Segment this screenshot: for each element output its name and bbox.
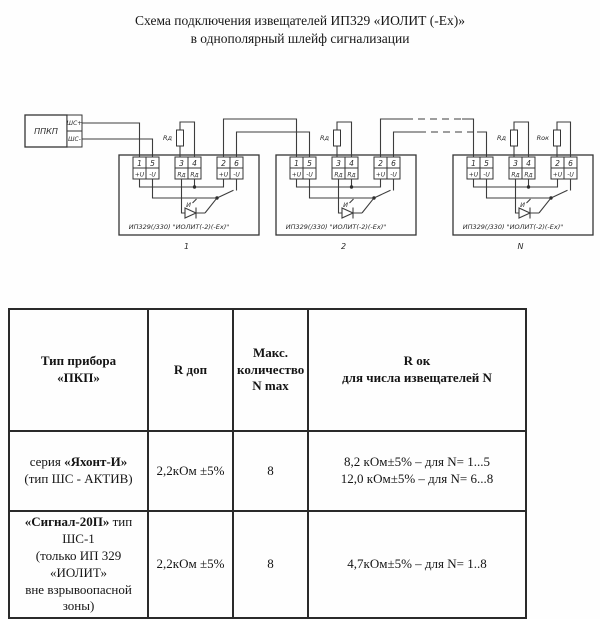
header-text: R ок xyxy=(403,353,431,369)
cell-r-ok xyxy=(308,511,526,618)
terminal-number: 4 xyxy=(526,159,531,168)
device-name-prefix: серия xyxy=(29,454,65,470)
resistor-rd xyxy=(163,122,195,157)
terminal-block xyxy=(290,157,400,179)
cell-r-dop xyxy=(148,511,233,618)
terminal-number: 1 xyxy=(294,159,299,168)
terminal-number: 6 xyxy=(391,159,396,168)
header-r-dop xyxy=(148,309,233,431)
terminal-number: 6 xyxy=(568,159,573,168)
panel-terminal-plus: ШС+ xyxy=(66,120,83,127)
n-max-value: 8 xyxy=(267,462,274,478)
device-name-suffix: тип ШС-1 xyxy=(62,514,133,546)
r-ok-value: 8,2 кОм±5% – для N= 1...5 xyxy=(344,454,490,470)
terminal-number: 5 xyxy=(307,159,312,168)
resistor-rok xyxy=(537,122,571,157)
terminal-label: Rд xyxy=(511,171,520,179)
device-name xyxy=(13,514,144,548)
device-name-bold: «Сигнал-20П» xyxy=(24,514,110,529)
cell-device-type xyxy=(9,431,148,511)
device-name-note: вне взрывоопасной зоны) xyxy=(25,581,132,614)
terminal-block xyxy=(133,157,243,179)
page-title-line1: Схема подключения извещателей ИП329 «ИОЛИТ (-Ex)» xyxy=(135,13,465,28)
emitter-label: И xyxy=(520,201,525,209)
header-text: N max xyxy=(252,378,289,394)
terminal-label: +U xyxy=(218,171,229,179)
cell-r-ok xyxy=(308,431,526,511)
terminal-number: 3 xyxy=(336,159,341,168)
device-name-note: (тип ШС - АКТИВ) xyxy=(24,471,133,486)
wiring-diagram xyxy=(0,0,600,300)
terminal-label: Rд xyxy=(347,171,356,179)
terminal-block xyxy=(467,157,577,179)
terminal-label: +U xyxy=(134,171,145,179)
internal-circuit xyxy=(297,179,394,219)
resistor-rok-label: Rок xyxy=(536,134,549,142)
panel-terminal-minus: ШС- xyxy=(68,136,81,143)
table-header-row xyxy=(9,309,526,431)
terminal-label: +U xyxy=(375,171,386,179)
terminal-label: Rд xyxy=(334,171,343,179)
device-name xyxy=(13,454,144,471)
detector-type-label: ИП329(/330) "ИОЛИТ(-2)(-Ex)" xyxy=(128,223,230,231)
resistor-rd-label: Rд xyxy=(496,134,506,142)
detector-number: N xyxy=(517,242,524,251)
header-text: количество xyxy=(237,361,305,377)
terminal-number: 2 xyxy=(555,159,560,168)
header-device-type xyxy=(9,309,148,431)
header-n-max xyxy=(233,309,308,431)
terminal-label: +U xyxy=(468,171,479,179)
terminal-label: -U xyxy=(233,171,240,179)
internal-circuit xyxy=(474,179,571,219)
cell-n-max xyxy=(233,431,308,511)
header-text: Тип прибора xyxy=(40,353,117,369)
emitter-label: И xyxy=(186,201,191,209)
header-text: «ПКП» xyxy=(57,370,100,385)
terminal-label: -U xyxy=(149,171,156,179)
device-name-bold: «Яхонт-И» xyxy=(64,454,128,470)
terminal-number: 2 xyxy=(378,159,383,168)
header-r-ok xyxy=(308,309,526,431)
header-text: Макс. xyxy=(253,344,288,360)
r-ok-value: 12,0 кОм±5% – для N= 6...8 xyxy=(340,471,494,486)
control-panel xyxy=(25,115,82,147)
table-row xyxy=(9,431,526,511)
detector-number: 2 xyxy=(340,242,347,251)
resistor-rd-label: Rд xyxy=(319,134,329,142)
emitter-label: И xyxy=(343,201,348,209)
r-ok-value: 4,7кОм±5% – для N= 1..8 xyxy=(347,556,487,572)
device-name-note: (только ИП 329 «ИОЛИТ» xyxy=(35,547,122,580)
n-max-value: 8 xyxy=(267,556,274,572)
terminal-number: 3 xyxy=(513,159,518,168)
terminal-label: -U xyxy=(306,171,313,179)
terminal-label: -U xyxy=(483,171,490,179)
terminal-label: -U xyxy=(390,171,397,179)
terminal-label: Rд xyxy=(524,171,533,179)
r-dop-value: 2,2кОм ±5% xyxy=(156,556,225,572)
resistor-rd xyxy=(497,122,529,157)
terminal-number: 2 xyxy=(221,159,226,168)
terminal-number: 6 xyxy=(234,159,239,168)
resistor-rd xyxy=(320,122,352,157)
terminal-number: 3 xyxy=(179,159,184,168)
detector-type-label: ИП329(/330) "ИОЛИТ(-2)(-Ex)" xyxy=(285,223,387,231)
detector-number: 1 xyxy=(183,242,190,251)
page-title-line2: в однополярный шлейф сигнализации xyxy=(190,30,410,46)
terminal-label: +U xyxy=(291,171,302,179)
resistor-rd-label: Rд xyxy=(162,134,172,142)
cell-n-max xyxy=(233,511,308,618)
header-text: R доп xyxy=(173,361,208,377)
cell-r-dop xyxy=(148,431,233,511)
terminal-label: Rд xyxy=(177,171,186,179)
spec-table xyxy=(8,308,527,619)
loop-wires xyxy=(82,119,487,157)
terminal-number: 5 xyxy=(484,159,489,168)
detector-type-label: ИП329(/330) "ИОЛИТ(-2)(-Ex)" xyxy=(462,223,564,231)
cell-device-type xyxy=(9,511,148,618)
terminal-number: 5 xyxy=(150,159,155,168)
terminal-label: +U xyxy=(552,171,563,179)
r-dop-value: 2,2кОм ±5% xyxy=(156,462,225,478)
terminal-number: 1 xyxy=(471,159,476,168)
table-row xyxy=(9,511,526,618)
internal-circuit xyxy=(140,179,237,219)
terminal-label: -U xyxy=(567,171,574,179)
terminal-number: 1 xyxy=(137,159,142,168)
terminal-label: Rд xyxy=(190,171,199,179)
terminal-number: 4 xyxy=(349,159,354,168)
header-text: для числа извещателей N xyxy=(342,370,492,385)
terminal-number: 4 xyxy=(192,159,197,168)
control-panel-label: ППКП xyxy=(34,127,58,136)
